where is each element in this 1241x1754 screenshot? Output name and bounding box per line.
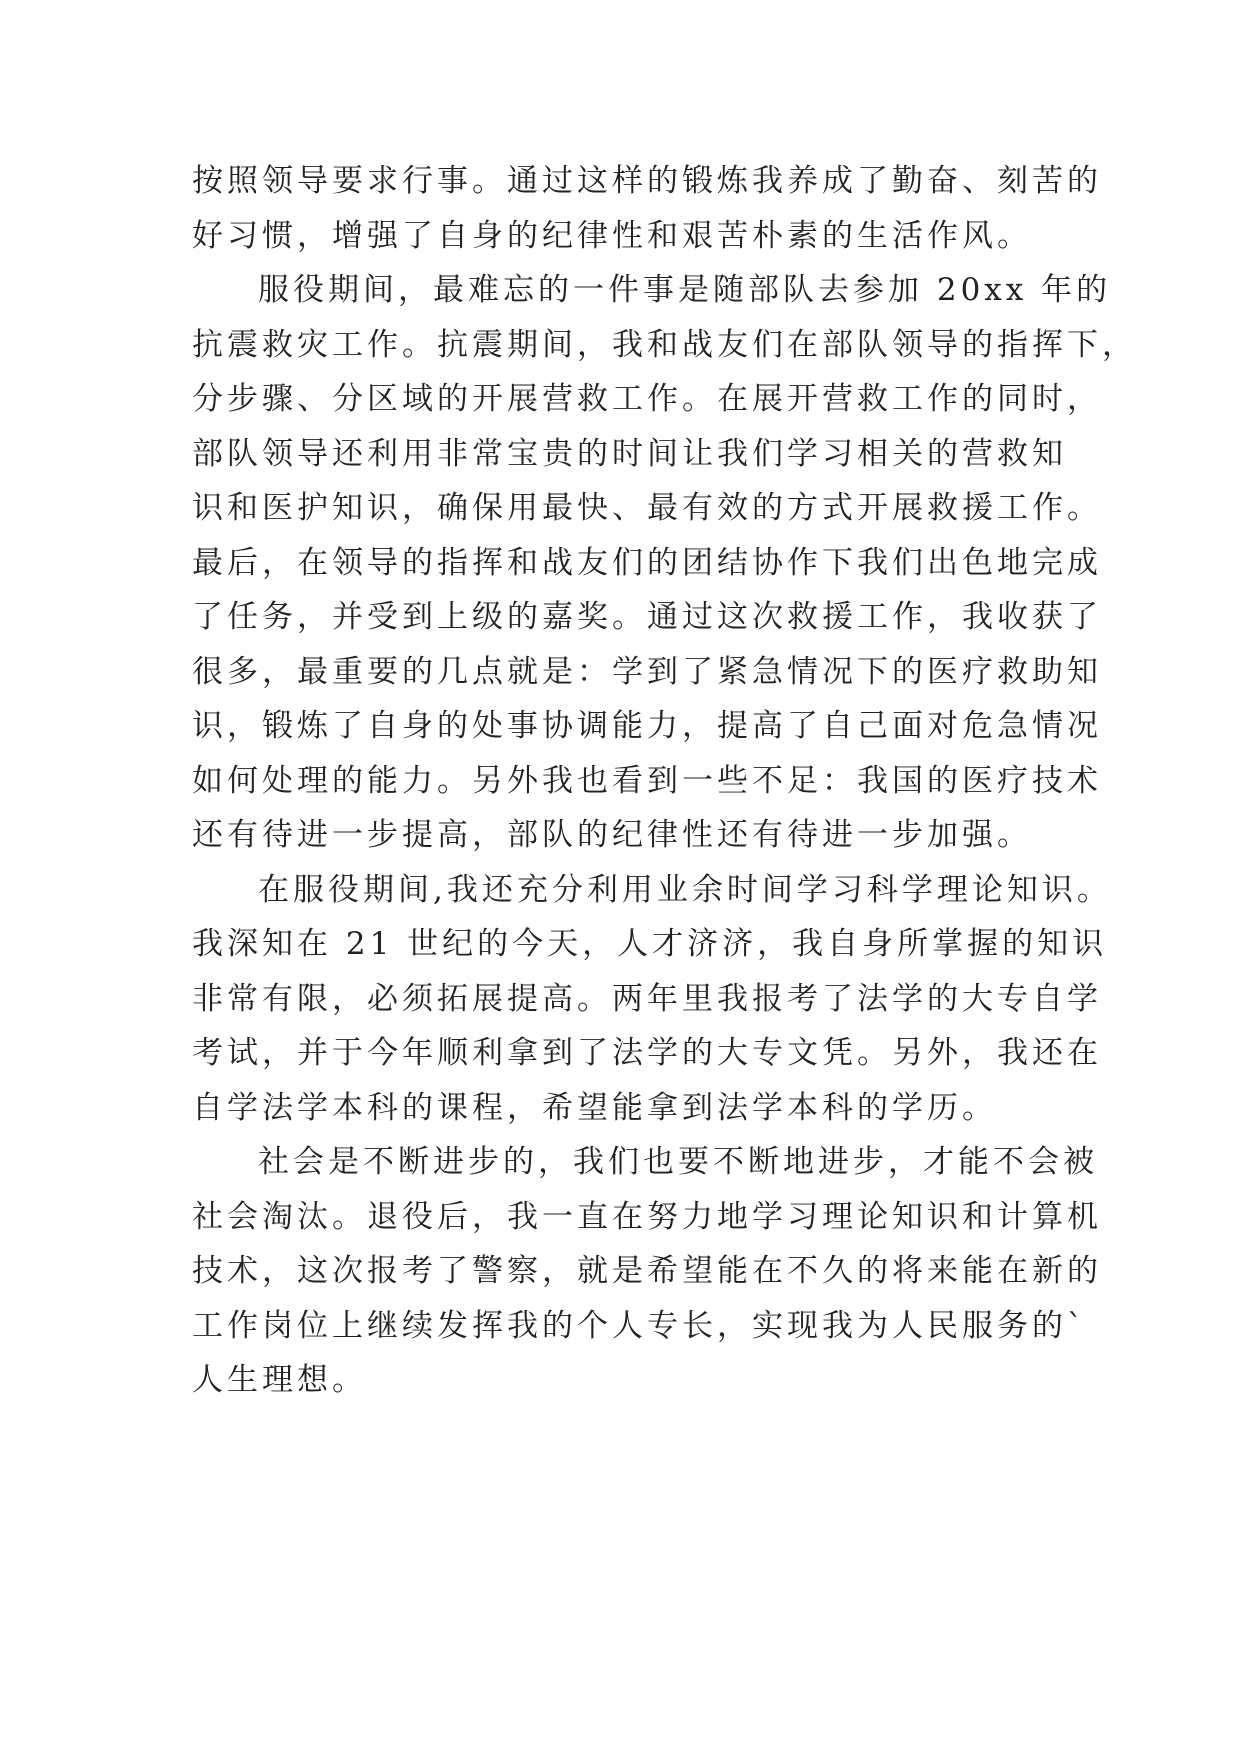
text-line: 识和医护知识，确保用最快、最有效的方式开展救援工作。 xyxy=(192,490,1102,526)
text-line: 非常有限，必须拓展提高。两年里我报考了法学的大专自学 xyxy=(192,980,1102,1017)
text-line: 自学法学本科的课程，希望能拿到法学本科的学历。 xyxy=(192,1089,997,1126)
text-line: 社会是不断进步的，我们也要不断地进步，才能不会被 xyxy=(258,1144,1098,1180)
text-line: 识，锻炼了自身的处事协调能力，提高了自己面对危急情况 xyxy=(192,708,1102,744)
paragraph-1 xyxy=(192,154,1102,263)
text-line: 了任务，并受到上级的嘉奖。通过这次救援工作，我收获了 xyxy=(192,599,1102,635)
text-line: 如何处理的能力。另外我也看到一些不足：我国的医疗技术 xyxy=(192,762,1102,799)
paragraph-3 xyxy=(192,863,1112,1136)
text-line: 考试，并于今年顺利拿到了法学的大专文凭。另外，我还在 xyxy=(192,1035,1102,1071)
body-text xyxy=(192,154,1137,1408)
text-line: 技术，这次报考了警察，就是希望能在不久的将来能在新的 xyxy=(192,1253,1102,1289)
text-line: 我深知在 21 世纪的今天，人才济济，我自身所掌握的知识 xyxy=(192,926,1108,962)
text-line: 部队领导还利用非常宝贵的时间让我们学习相关的营救知 xyxy=(192,435,1067,472)
text-line: 工作岗位上继续发挥我的个人专长，实现我为人民服务的` xyxy=(192,1307,1087,1344)
text-line: 很多，最重要的几点就是：学到了紧急情况下的医疗救助知 xyxy=(192,653,1102,690)
paragraph-4 xyxy=(192,1135,1102,1408)
text-line: 按照领导要求行事。通过这样的锻炼我养成了勤奋、刻苦的 xyxy=(192,163,1102,199)
text-line: 抗震救灾工作。抗震期间，我和战友们在部队领导的指挥下， xyxy=(192,326,1137,363)
paragraph-2 xyxy=(192,263,1137,863)
text-line: 社会淘汰。退役后，我一直在努力地学习理论知识和计算机 xyxy=(192,1198,1102,1235)
text-line: 分步骤、分区域的开展营救工作。在展开营救工作的同时， xyxy=(192,381,1102,417)
text-line: 最后，在领导的指挥和战友们的团结协作下我们出色地完成 xyxy=(192,544,1102,581)
text-line: 还有待进一步提高，部队的纪律性还有待进一步加强。 xyxy=(192,817,1032,853)
text-line: 在服役期间,我还充分利用业余时间学习科学理论知识。 xyxy=(258,871,1112,908)
text-line: 服役期间，最难忘的一件事是随部队去参加 20xx 年的 xyxy=(258,272,1112,308)
text-line: 人生理想。 xyxy=(192,1362,367,1398)
text-line: 好习惯，增强了自身的纪律性和艰苦朴素的生活作风。 xyxy=(192,217,1032,254)
